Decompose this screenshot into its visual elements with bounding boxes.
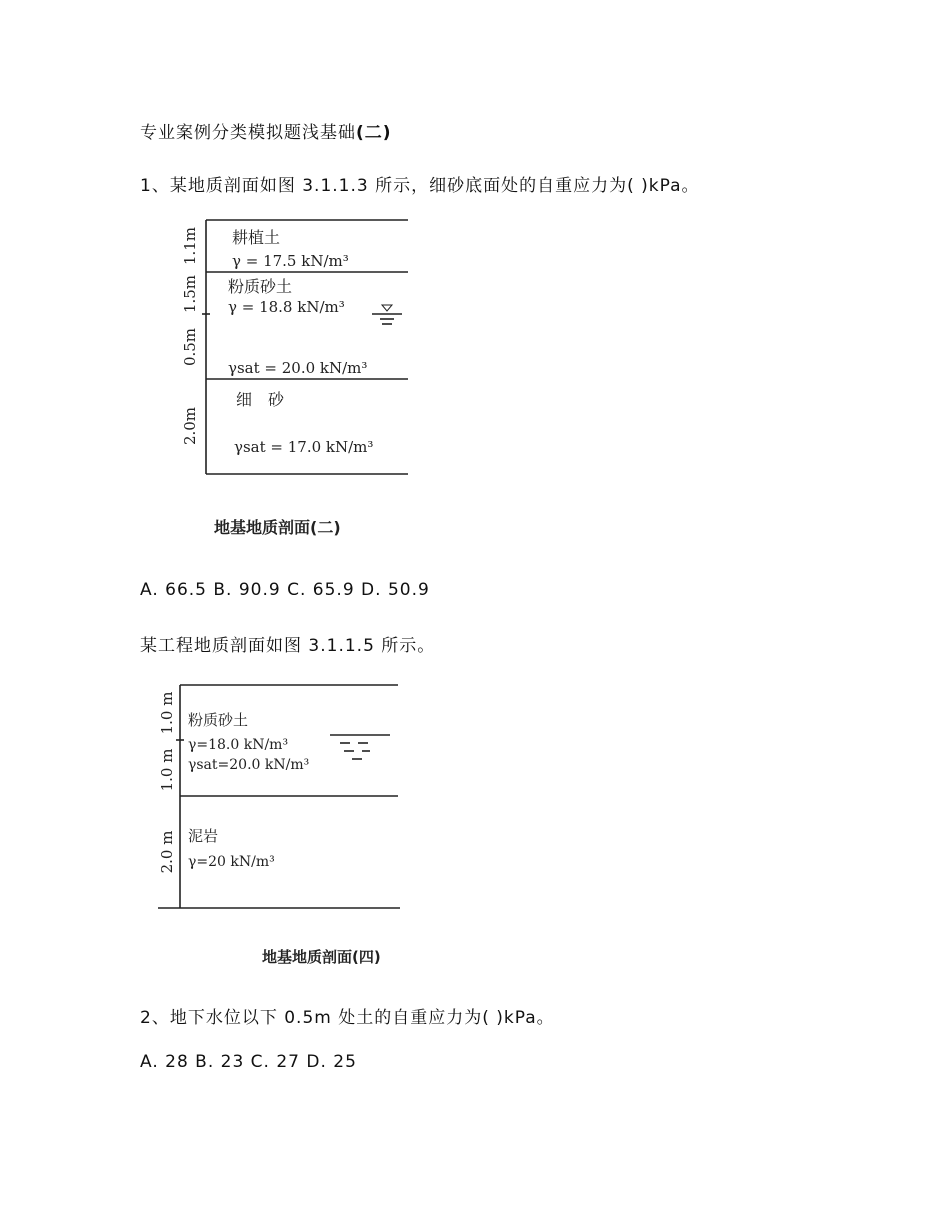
fig1-dim-1: 1.1m <box>181 226 199 266</box>
fig1-layer3-name: 细 砂 <box>236 390 285 409</box>
fig1-layer1-gamma: γ = 17.5 kN/m³ <box>232 252 349 270</box>
fig2-layer2-gamma: γ=20 kN/m³ <box>188 854 275 870</box>
question-2-text: 2、地下水位以下 0.5m 处土的自重应力为( )kPa。 <box>140 1008 555 1028</box>
fig1-caption: 地基地质剖面(二) <box>214 518 341 537</box>
fig2-dim-3: 2.0 m <box>158 830 176 874</box>
fig1-layer2-gamma: γ = 18.8 kN/m³ <box>228 298 345 316</box>
fig2-layer1-gamma: γ=18.0 kN/m³ <box>188 737 289 753</box>
fig1-layer3-gamma-sat: γsat = 17.0 kN/m³ <box>234 438 374 456</box>
question-1-text: 1、某地质剖面如图 3.1.1.3 所示，细砂底面处的自重应力为( )kPa。 <box>140 176 700 196</box>
fig2-dim-1: 1.0 m <box>158 691 176 735</box>
title-paren: (二) <box>356 123 392 143</box>
fig1-dim-4: 2.0m <box>181 406 199 446</box>
question-2-options: A. 28 B. 23 C. 27 D. 25 <box>140 1052 357 1072</box>
fig1-layer2-gamma-sat: γsat = 20.0 kN/m³ <box>228 359 368 377</box>
fig1-dim-3: 0.5m <box>181 327 199 367</box>
page-title <box>140 118 392 143</box>
fig2-dim-2: 1.0 m <box>158 748 176 792</box>
fig1-layer1-name: 耕植土 <box>232 228 281 247</box>
figure-1-soil-profile <box>170 210 420 550</box>
fig2-layer2-name: 泥岩 <box>188 827 219 845</box>
question-2-intro: 某工程地质剖面如图 3.1.1.5 所示。 <box>140 636 436 656</box>
fig1-dim-2: 1.5m <box>181 274 199 314</box>
fig1-layer2-name: 粉质砂土 <box>228 277 293 296</box>
fig2-layer1-name: 粉质砂土 <box>188 711 249 729</box>
question-1-options: A. 66.5 B. 90.9 C. 65.9 D. 50.9 <box>140 580 430 600</box>
title-main: 专业案例分类模拟题浅基础 <box>140 123 356 143</box>
fig2-layer1-gamma-sat: γsat=20.0 kN/m³ <box>188 757 310 773</box>
fig2-caption: 地基地质剖面(四) <box>262 948 381 966</box>
figure-2-soil-profile <box>150 675 430 975</box>
